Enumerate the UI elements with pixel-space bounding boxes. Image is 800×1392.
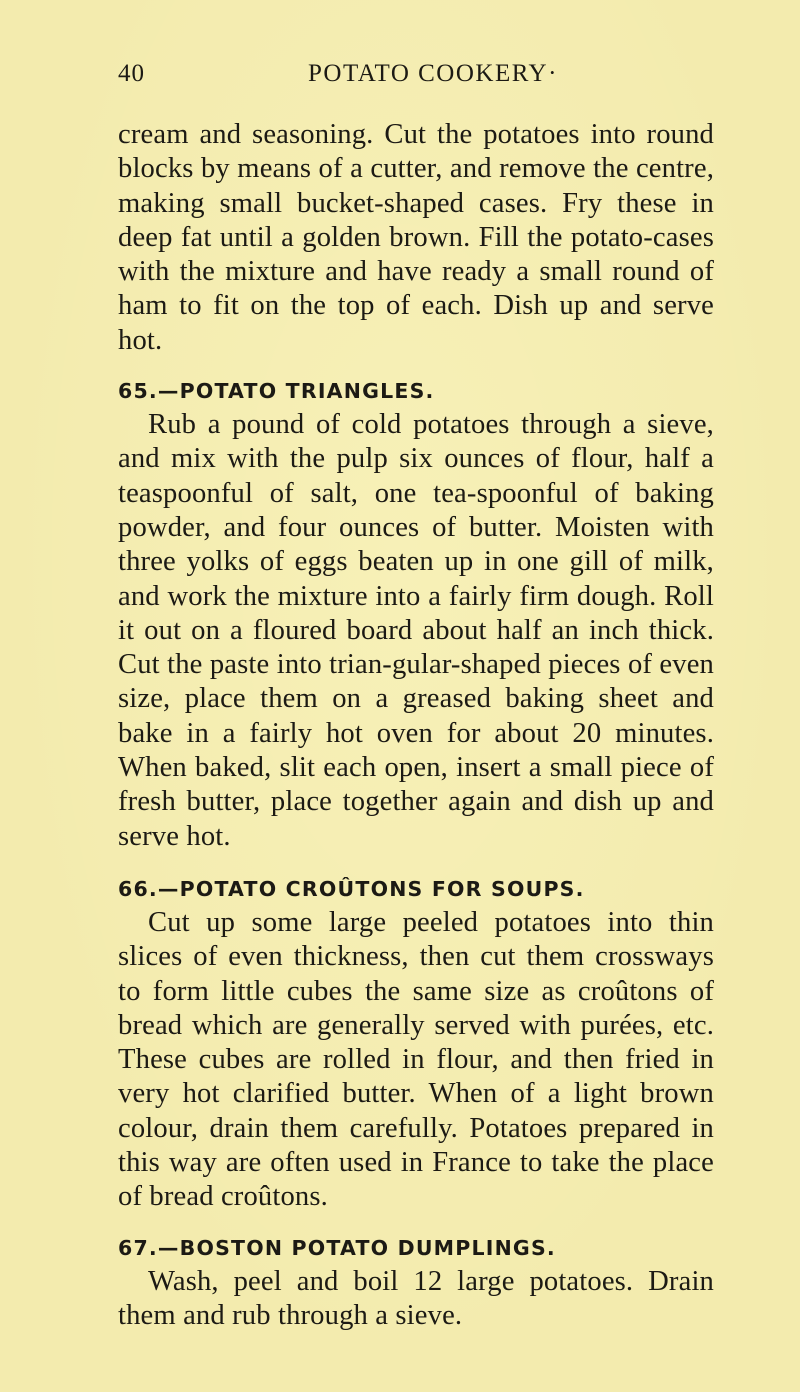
recipe-heading-67: 67.—BOSTON POTATO DUMPLINGS. — [118, 1235, 556, 1260]
recipe-heading-66: 66.—POTATO CROÛTONS FOR SOUPS. — [118, 876, 585, 901]
recipe-text-66: Cut up some large peeled potatoes into thin slices of even thickness, then cut them crossways to form little cubes the same size as croûtons of bread which are generally served with purées, etc. These cubes are rolled in flour, and then fried in very hot clarified butter. When of a light brown colour, drain them carefully. Potatoes prepared in this way are often used in France to take the place of bread croûtons. — [118, 906, 714, 1213]
running-head: POTATO COOKERY· — [308, 60, 558, 87]
page-number: 40 — [118, 60, 145, 87]
recipe-text-65: Rub a pound of cold potatoes through a sieve, and mix with the pulp six ounces of flour, half a teaspoonful of salt, one tea-spoonful of baking powder, and four ounces of butter. Moisten with three yolks of eggs beaten up in one gill of milk, and work the mixture into a fairly firm dough. Roll it out on a floured board about half an inch thick. Cut the paste into trian-gular-shaped pieces of even size, place them on a greased baking sheet and bake in a fairly hot oven for about 20 minutes. When baked, slit each open, insert a small piece of fresh butter, place together again and dish up and serve hot. — [118, 409, 714, 852]
paragraph-continuation: cream and seasoning. Cut the potatoes into round blocks by means of a cutter, and remove the centre, making small bucket-shaped cases. Fry these in deep fat until a golden brown. Fill the potato-cases with the mixture and have ready a small round of ham to fit on the top of each. Dish up and serve hot. — [118, 119, 714, 356]
recipe-text-67: Wash, peel and boil 12 large potatoes. Drain them and rub through a sieve. — [118, 1265, 714, 1331]
recipe-heading-65: 65.—POTATO TRIANGLES. — [118, 379, 435, 404]
body-text — [118, 118, 714, 1333]
page-header — [0, 60, 800, 100]
